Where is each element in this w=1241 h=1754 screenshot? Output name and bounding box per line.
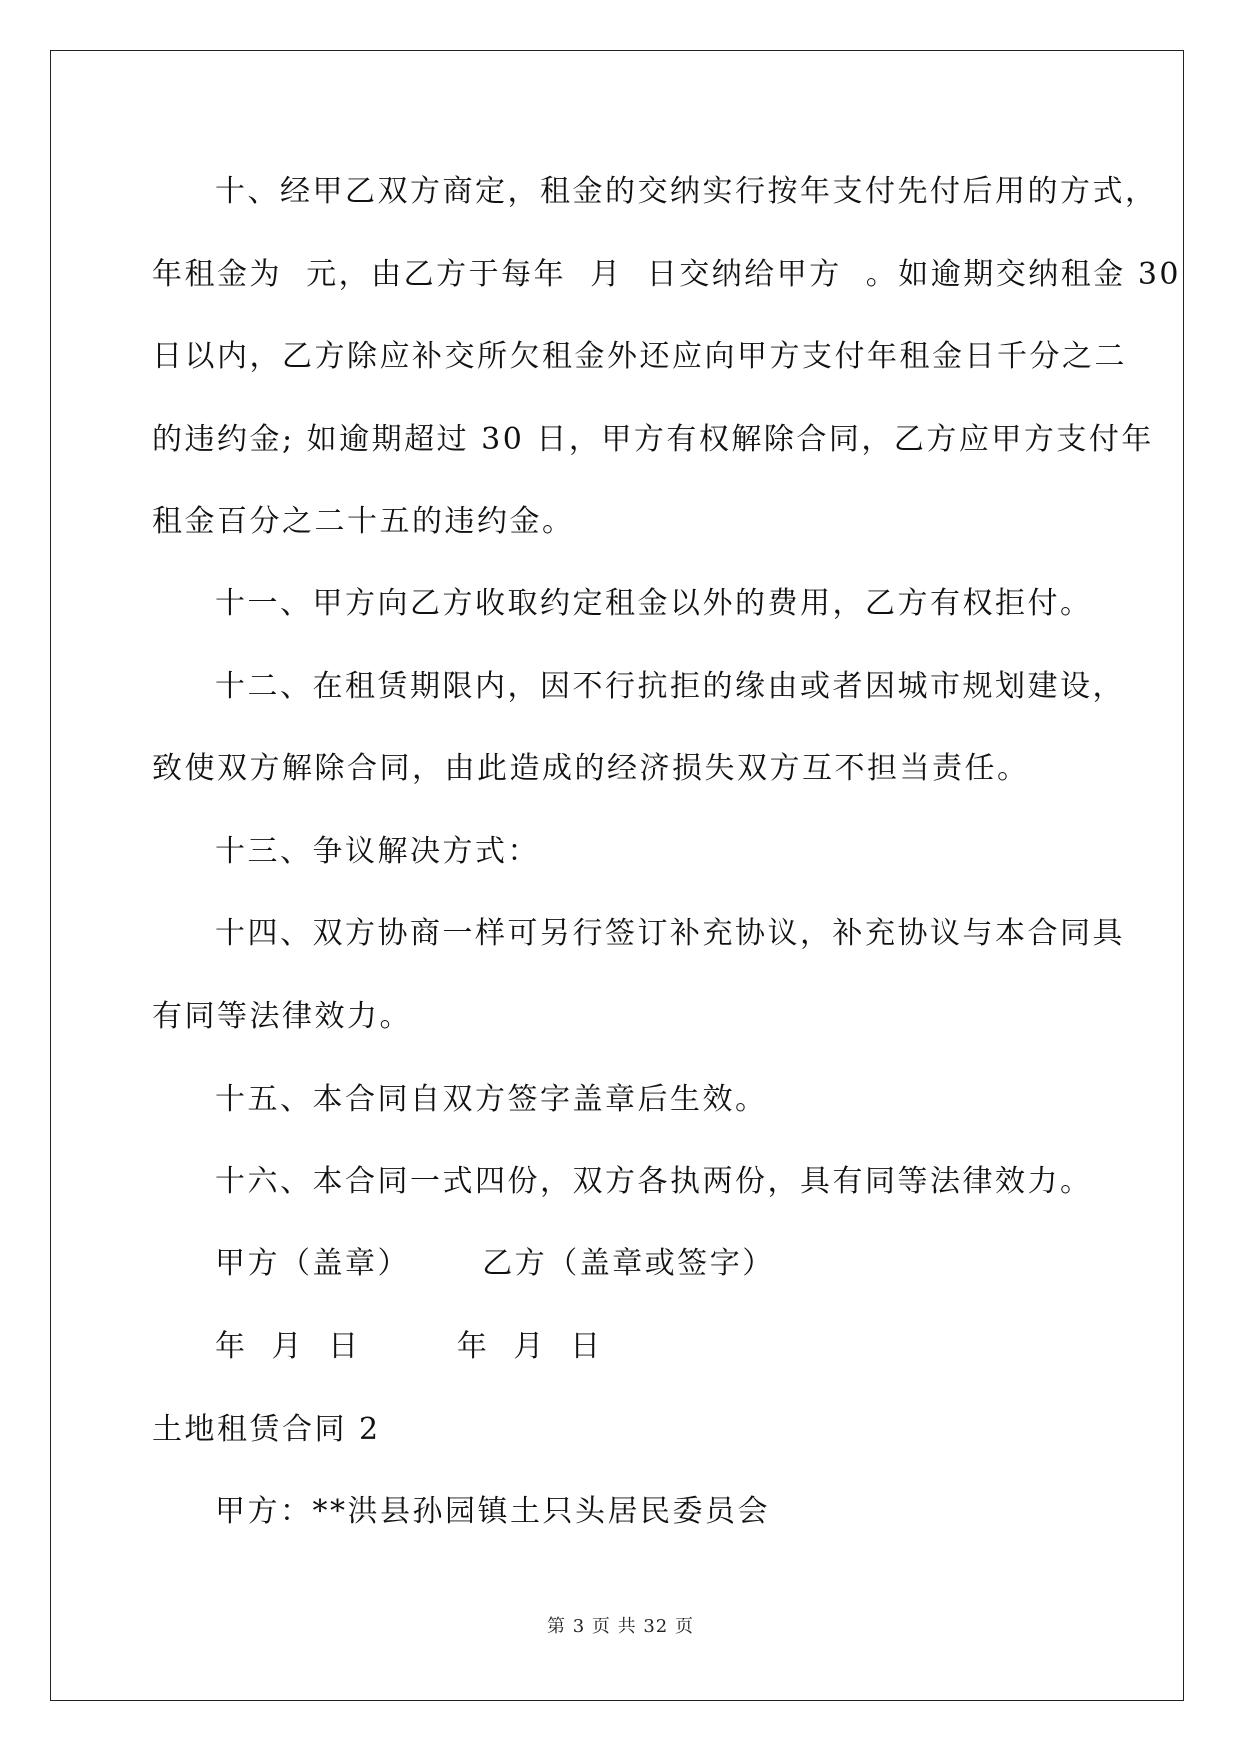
paragraph-14-line-2: 有同等法律效力。 [152, 999, 412, 1034]
paragraph-10-line-2: 年租金为 元，由乙方于每年 月 日交纳给甲方 。如逾期交纳租金 30 [152, 257, 1181, 292]
paragraph-12-line-1: 十二、在租赁期限内，因不行抗拒的缘由或者因城市规划建设， [215, 669, 1125, 704]
paragraph-15: 十五、本合同自双方签字盖章后生效。 [215, 1082, 768, 1117]
contract-2-party-a: 甲方：**洪县孙园镇土只头居民委员会 [215, 1494, 770, 1529]
page-number: 第 3 页 共 32 页 [547, 1616, 694, 1637]
paragraph-12-line-2: 致使双方解除合同，由此造成的经济损失双方互不担当责任。 [152, 751, 1030, 786]
paragraph-10-line-4: 的违约金; 如逾期超过 30 日，甲方有权解除合同，乙方应甲方支付年 [152, 422, 1154, 457]
contract-2-title: 土地租赁合同 2 [152, 1412, 381, 1447]
page-border [50, 50, 1184, 1701]
signature-parties: 甲方（盖章） 乙方（盖章或签字） [215, 1246, 775, 1281]
paragraph-16: 十六、本合同一式四份，双方各执两份，具有同等法律效力。 [215, 1164, 1093, 1199]
paragraph-10-line-5: 租金百分之二十五的违约金。 [152, 504, 575, 539]
paragraph-10-line-1: 十、经甲乙双方商定，租金的交纳实行按年支付先付后用的方式， [215, 174, 1158, 209]
signature-dates: 年 月 日 年 月 日 [215, 1329, 603, 1364]
paragraph-13: 十三、争议解决方式： [215, 834, 540, 869]
paragraph-10-line-3: 日以内，乙方除应补交所欠租金外还应向甲方支付年租金日千分之二 [152, 339, 1127, 374]
paragraph-11: 十一、甲方向乙方收取约定租金以外的费用，乙方有权拒付。 [215, 586, 1093, 621]
paragraph-14-line-1: 十四、双方协商一样可另行签订补充协议，补充协议与本合同具 [215, 916, 1125, 951]
